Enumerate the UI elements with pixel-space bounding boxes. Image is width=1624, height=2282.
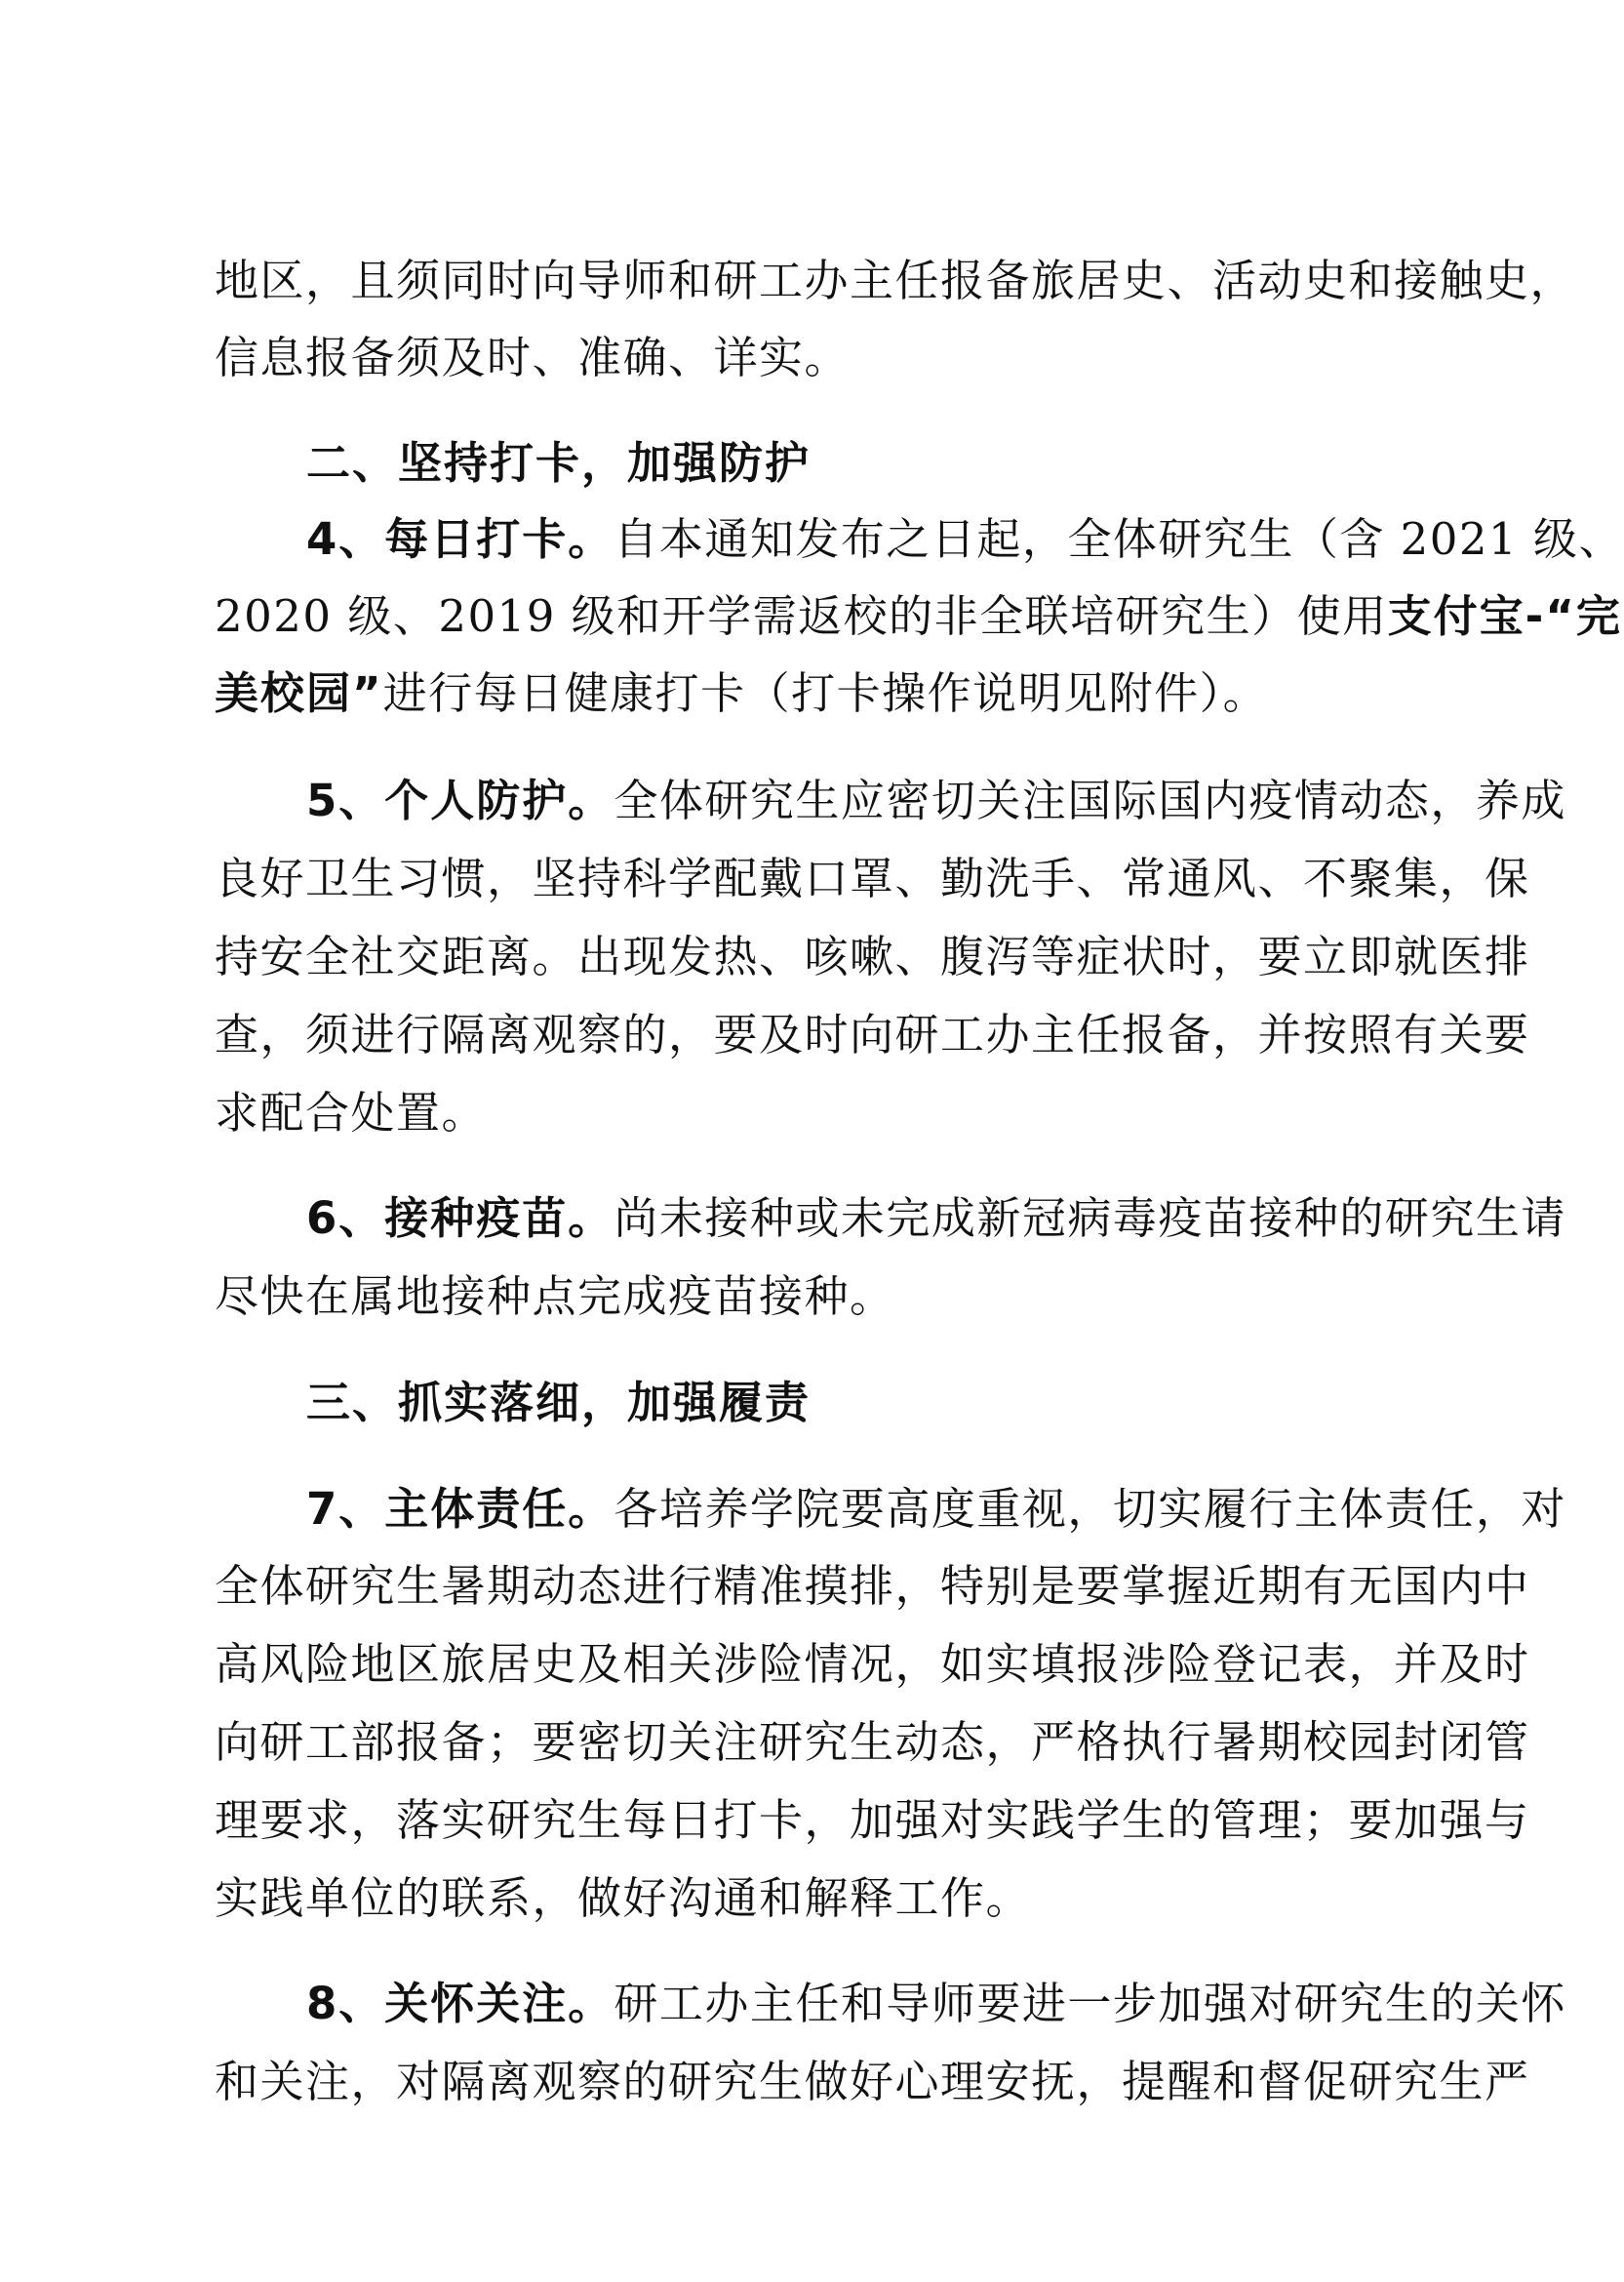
paragraph-line — [306, 1184, 1566, 1253]
text-run: 持安全社交距离。出现发热、咳嗽、腹泻等症状时，要立即就医排 — [215, 931, 1530, 982]
text-run: 地区，且须同时向导师和研工办主任报备旅居史、活动史和接触史， — [215, 255, 1576, 306]
text-run: 良好卫生习惯，坚持科学配戴口罩、勤洗手、常通风、不聚集，保 — [215, 853, 1530, 904]
text-run: 研工办主任和导师要进一步加强对研究生的关怀 — [614, 1978, 1566, 2029]
paragraph-line — [215, 1708, 1530, 1777]
text-run: 全体研究生暑期动态进行精准摸排，特别是要掌握近期有无国内中 — [215, 1560, 1530, 1612]
text-run: 向研工部报备；要密切关注研究生动态，严格执行暑期校园封闭管 — [215, 1716, 1530, 1768]
bold-run: 4、每日打卡。 — [306, 513, 614, 565]
paragraph-line — [215, 845, 1530, 913]
paragraph-line — [215, 1630, 1530, 1699]
bold-run: 7、主体责任。 — [306, 1483, 614, 1535]
paragraph-line — [306, 505, 1624, 574]
paragraph-line — [215, 1786, 1530, 1855]
paragraph-line — [215, 247, 1576, 315]
bold-run: 美校园” — [215, 667, 383, 719]
paragraph-line — [215, 923, 1530, 991]
paragraph-line — [306, 1475, 1566, 1543]
text-run: 尚未接种或未完成新冠病毒疫苗接种的研究生请 — [614, 1192, 1566, 1244]
text-run: 二、坚持打卡，加强防护 — [306, 437, 812, 489]
text-run: 查，须进行隔离观察的，要及时向研工办主任报备，并按照有关要 — [215, 1009, 1530, 1061]
paragraph-line — [215, 324, 1395, 392]
text-run: 2020 级、2019 级和开学需返校的非全联培研究生）使用 — [215, 590, 1388, 642]
bold-run: 8、关怀关注。 — [306, 1978, 614, 2029]
paragraph-line — [215, 1001, 1530, 1069]
text-run: 信息报备须及时、准确、详实。 — [215, 332, 851, 383]
paragraph-line — [215, 2048, 1530, 2116]
paragraph-line — [215, 582, 1622, 651]
paragraph-line — [215, 1079, 1395, 1147]
text-run: 自本通知发布之日起，全体研究生（含 2021 级、 — [614, 513, 1624, 565]
paragraph-line — [215, 1262, 1395, 1331]
text-run: 进行每日健康打卡（打卡操作说明见附件）。 — [382, 667, 1269, 719]
bold-run: 6、接种疫苗。 — [306, 1192, 614, 1244]
paragraph-line — [306, 1970, 1566, 2038]
bold-run: 5、个人防护。 — [306, 775, 614, 826]
text-run: 各培养学院要高度重视，切实履行主体责任，对 — [614, 1483, 1566, 1535]
paragraph-line — [215, 660, 1395, 728]
section-heading — [306, 429, 1395, 498]
text-run: 尽快在属地接种点完成疫苗接种。 — [215, 1270, 895, 1322]
text-run: 三、抓实落细，加强履责 — [306, 1377, 812, 1428]
text-run: 和关注，对隔离观察的研究生做好心理安抚，提醒和督促研究生严 — [215, 2056, 1530, 2107]
text-run: 高风险地区旅居史及相关涉险情况，如实填报涉险登记表，并及时 — [215, 1638, 1530, 1690]
paragraph-line — [215, 1552, 1530, 1621]
text-run: 理要求，落实研究生每日打卡，加强对实践学生的管理；要加强与 — [215, 1794, 1530, 1846]
text-run: 实践单位的联系，做好沟通和解释工作。 — [215, 1872, 1032, 1924]
text-run: 全体研究生应密切关注国际国内疫情动态，养成 — [614, 775, 1566, 826]
paragraph-line — [306, 767, 1566, 835]
text-run: 求配合处置。 — [215, 1087, 488, 1139]
section-heading — [306, 1369, 1395, 1437]
bold-run: 支付宝-“完 — [1387, 590, 1622, 642]
paragraph-line — [215, 1864, 1395, 1933]
